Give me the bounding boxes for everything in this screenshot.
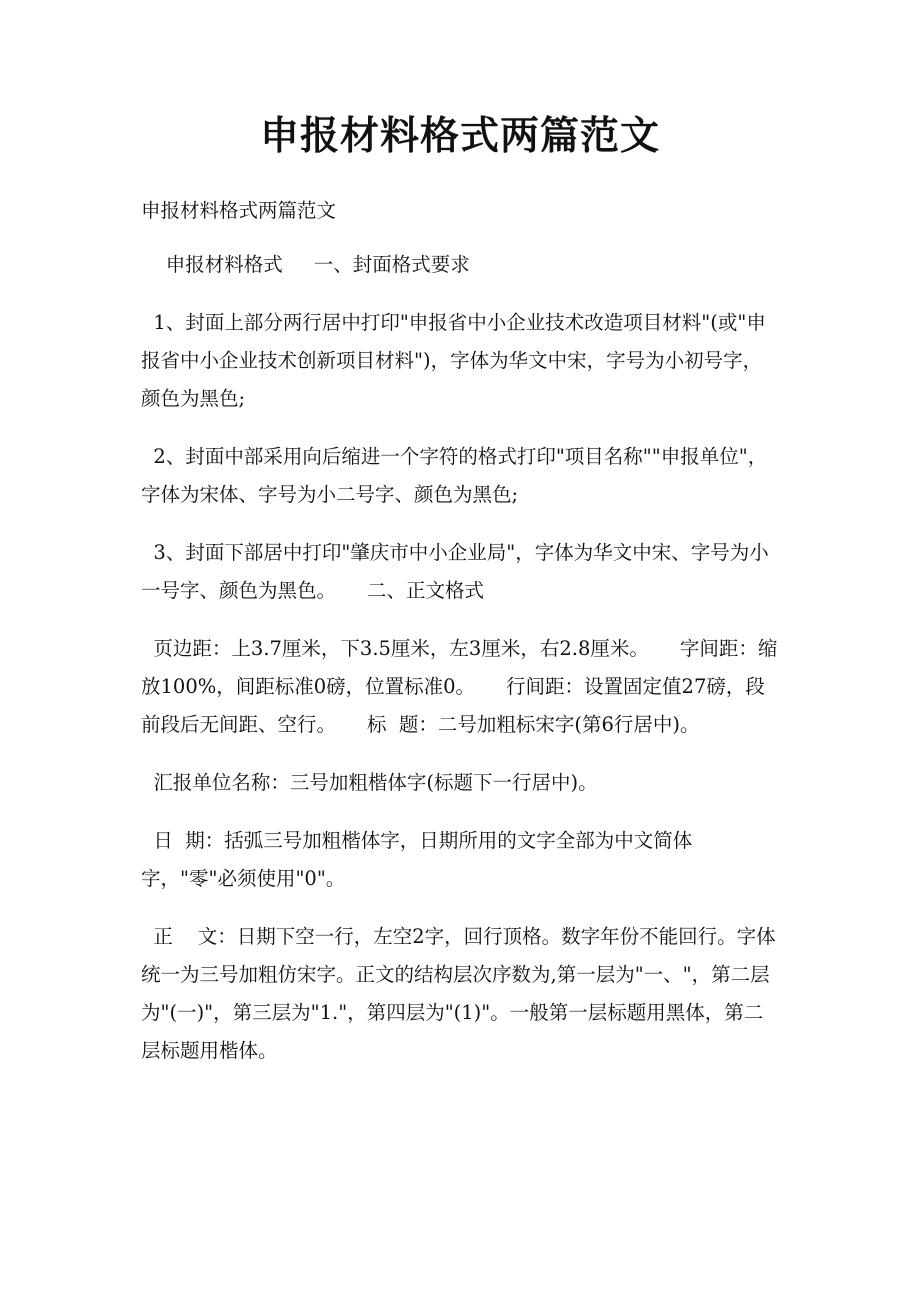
document-title: 申报材料格式两篇范文 xyxy=(259,113,660,159)
paragraph-section-heading: 申报材料格式 一、封面格式要求 xyxy=(141,253,470,276)
paragraph-cover-middle: 2、封面中部采用向后缩进一个字符的格式打印"项目名称""申报单位"，字体为宋体、字号为小二号字、颜色为黑色; xyxy=(141,445,768,506)
paragraph-margins: 页边距：上3.7厘米，下3.5厘米，左3厘米，右2.8厘米。 字间距：缩放100%，间距标准0磅，位置标准0。 行间距：设置固定值27磅，段前段后无间距、空行。 标 题：二号加粗标宋字(第6行居中)。 xyxy=(141,637,778,736)
paragraph-cover-top: 1、封面上部分两行居中打印"申报省中小企业技术改造项目材料"(或"申报省中小企业技术创新项目材料")，字体为华文中宋，字号为小初号字，颜色为黑色; xyxy=(141,311,766,410)
paragraph-date: 日 期：括弧三号加粗楷体字，日期所用的文字全部为中文简体字，"零"必须使用"0"。 xyxy=(141,829,693,890)
paragraph-cover-bottom: 3、封面下部居中打印"肇庆市中小企业局"，字体为华文中宋、字号为小一号字、颜色为黑色。 二、正文格式 xyxy=(141,541,769,602)
paragraph-body-text: 正 文：日期下空一行，左空2字，回行顶格。数字年份不能回行。字体统一为三号加粗仿宋字。正文的结构层次序数为,第一层为"一、"，第二层为"(一)"，第三层为"1."，第四层为"(1)"。一般第一层标题用黑体，第二层标题用楷体。 xyxy=(141,925,776,1062)
paragraph-unit-name: 汇报单位名称：三号加粗楷体字(标题下一行居中)。 xyxy=(141,771,598,794)
document-body xyxy=(141,192,781,1090)
paragraph-subtitle: 申报材料格式两篇范文 xyxy=(141,199,337,222)
